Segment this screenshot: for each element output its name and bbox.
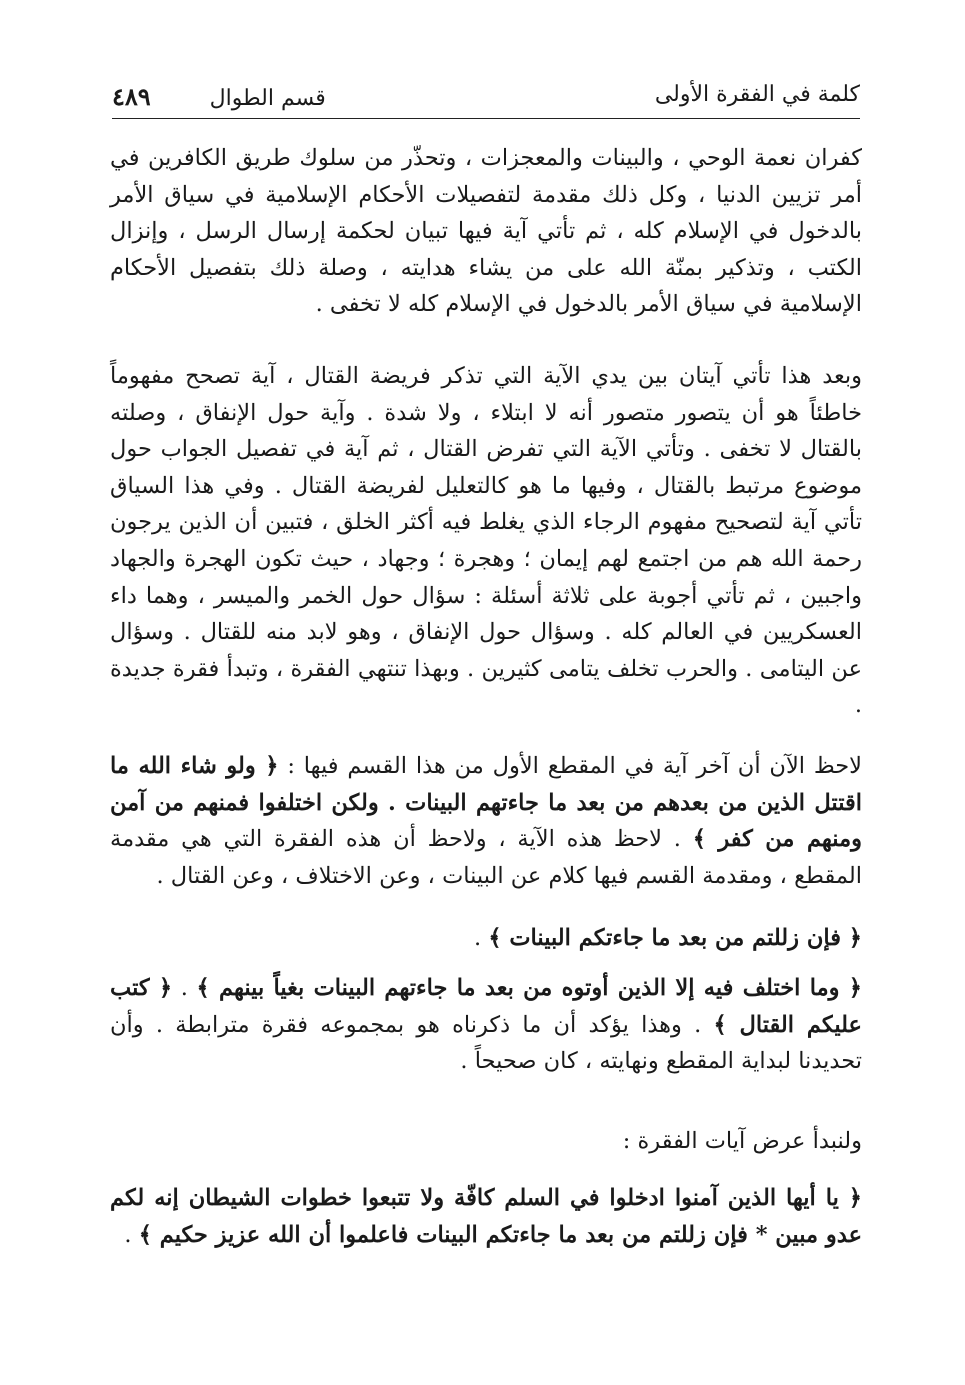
quran-quote: ﴿ وما اختلف فيه إلا الذين أوتوه من بعد ما جاءتهم البينات بغياً بينهم ﴾	[196, 975, 862, 1001]
quote-end: .	[180, 975, 188, 1001]
page-number: ٤٨٩	[112, 82, 151, 111]
verse-end: .	[124, 1221, 132, 1248]
verse-block	[110, 1180, 862, 1253]
section-title: قسم الطوال	[209, 86, 326, 111]
paragraph-3	[110, 748, 862, 894]
header-left-group	[112, 82, 326, 111]
quote-end: .	[474, 925, 482, 951]
quran-quote: ﴿ ولو شاء الله ما اقتتل الذين من بعدهم من بعد ما جاءتهم البينات . ولكن اختلفوا فمنهم من آمن ومنهم من كفر ﴾	[110, 753, 862, 853]
chapter-title: كلمة في الفقرة الأولى	[654, 82, 860, 107]
quran-quote: ﴿ كتب عليكم القتال ﴾	[110, 975, 862, 1038]
quote-tail: . وهذا يؤكد أن ما ذكرناه هو بمجموعه فقرة مترابطة . وأن تحديدنا لبداية المقطع ونهايته ، كان صحيحاً .	[110, 1011, 862, 1075]
intro-line: ولنبدأ عرض آيات الفقرة :	[622, 1128, 862, 1154]
quran-verse: ﴿ يا أيها الذين آمنوا ادخلوا في السلم كافّة ولا تتبعوا خطوات الشيطان إنه لكم عدو مبين * فإن زللتم من بعد ما جاءتكم البينات فاعلموا أن الله عزيز حكيم ﴾	[110, 1185, 862, 1248]
paragraph-3-rest: . لاحظ هذه الآية ، ولاحظ أن هذه الفقرة التي هي مقدمة المقطع ، ومقدمة القسم فيها كلام عن البينات ، وعن الاختلاف ، وعن القتال .	[110, 826, 862, 889]
paragraph-2: وبعد هذا تأتي آيتان بين يدي الآية التي تذكر فريضة القتال ، آية تصحح مفهوماً خاطئاً هو أن يتصور متصور أنه لا ابتلاء ، ولا شدة . وآية حول الإنفاق ، وصلته بالقتال لا تخفى . وتأتي الآية التي تفرض القتال ، ثم آية في تفصيل الجواب حول موضوع مرتبط بالقتال ، وفيها ما هو كالتعليل لفريضة القتال . وفي هذا السياق تأتي آية لتصحيح مفهوم الرجاء الذي يغلط فيه أكثر الخلق ، فتبين أن الذين يرجون رحمة الله هم من اجتمع لهم إيمان ؛ وهجرة ؛ وجهاد ، حيث تكون الهجرة والجهاد واجبين ، ثم تأتي أجوبة على ثلاثة أسئلة : سؤال حول الخمر والميسر ، وهما داء العسكريين في العالم كله . وسؤال حول الإنفاق ، وهو لابد منه للقتال . وسؤال عن اليتامى . والحرب تخلف يتامى كثيرين . وبهذا تنتهي الفقرة ، وتبدأ فقرة جديدة .	[110, 363, 862, 719]
paragraph-3-intro: لاحظ الآن أن آخر آية في المقطع الأول من هذا القسم فيها :	[287, 753, 862, 779]
quote-paragraph	[110, 970, 862, 1080]
running-header	[112, 78, 860, 119]
paragraph-1: كفران نعمة الوحي ، والبينات والمعجزات ، وتحذّر من سلوك طريق الكافرين في أمر تزيين الدنيا ، وكل ذلك مقدمة لتفصيلات الأحكام الإسلامية في سياق الأمر بالدخول في الإسلام كله ، ثم تأتي آية فيها تبيان لحكمة إرسال الرسل ، وإنزال الكتب ، وتذكير بمنّة الله على من يشاء هدايته ، وصلة ذلك بتفصيل الأحكام الإسلامية في سياق الأمر بالدخول في الإسلام كله لا تخفى .	[110, 145, 862, 318]
quote-line-1	[110, 920, 862, 956]
quran-quote: ﴿ فإن زللتم من بعد ما جاءتكم البينات ﴾	[488, 925, 862, 951]
